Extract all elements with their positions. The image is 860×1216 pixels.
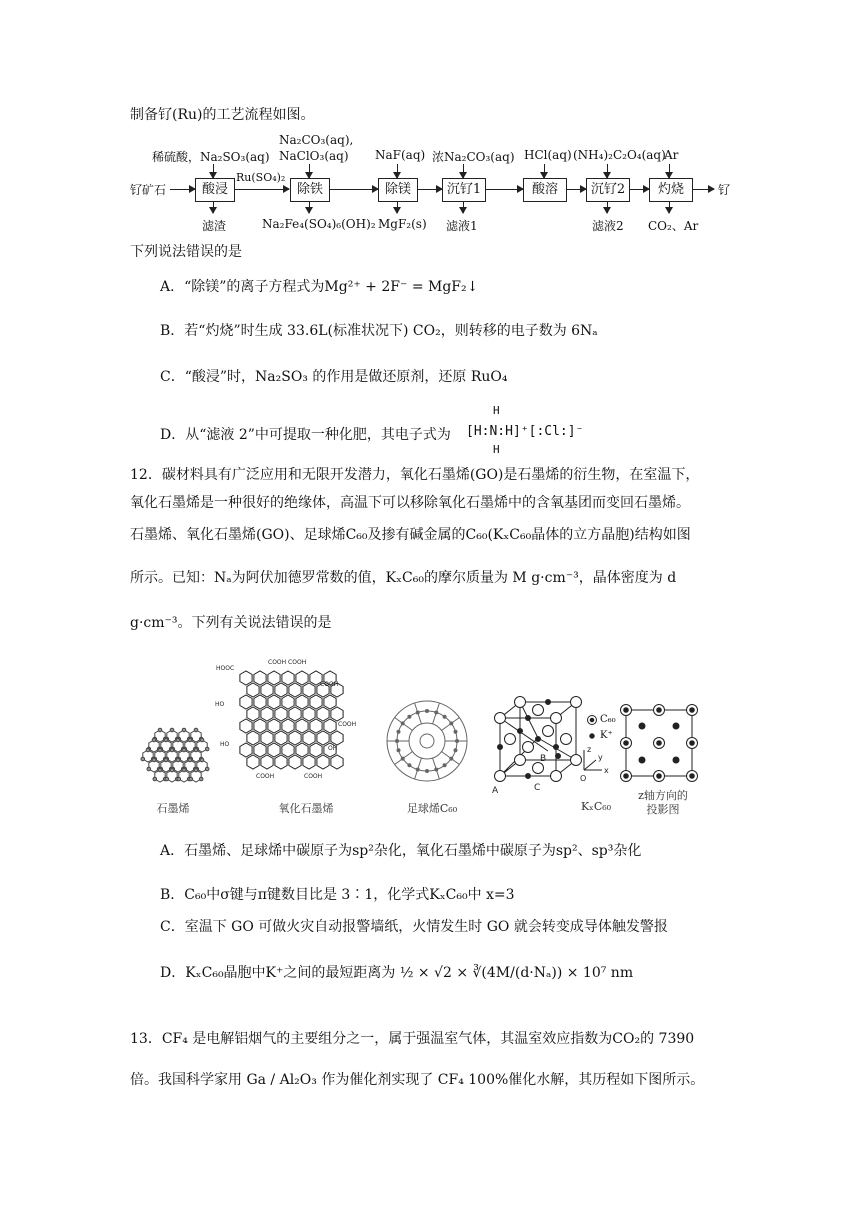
svg-text:COOH: COOH — [338, 721, 357, 728]
flow-step-acid-dissolve: 酸溶 — [523, 178, 567, 202]
flow-start: 钌矿石 — [130, 183, 167, 197]
svg-text:COOH: COOH — [304, 773, 323, 780]
q12-option-d: D．KₓC₆₀晶胞中K⁺之间的最短距离为 ½ × √2 × ∛(4M/(d·Nₐ)) × 10⁷ nm — [160, 965, 634, 981]
flow-mid-label: Ru(SO₄)₂ — [236, 171, 286, 184]
flow-input-naf: NaF(aq) — [375, 148, 426, 162]
graphene-oxide-structure — [215, 659, 356, 780]
caption-projection-1: z轴方向的 — [638, 789, 688, 802]
graphene-structure — [141, 728, 209, 782]
q12-line-2: 氧化石墨烯是一种很好的绝缘体，高温下可以移除氧化石墨烯中的含氧基团而变回石墨烯。 — [130, 495, 690, 511]
svg-text:COOH: COOH — [320, 681, 339, 688]
caption-graphene: 石墨烯 — [156, 802, 190, 815]
q11-option-d: D．从“滤液 2”中可提取一种化肥，其电子式为 — [160, 427, 451, 443]
svg-text:A: A — [492, 786, 499, 796]
flow-output-residue: 滤渣 — [202, 219, 227, 233]
c60-structure — [387, 701, 467, 781]
q13-line-2: 倍。我国科学家用 Ga / Al₂O₃ 作为催化剂实现了 CF₄ 100%催化水解，其历程如下图所示。 — [130, 1072, 705, 1088]
svg-text:COOH: COOH — [256, 773, 275, 780]
flow-step-calcination: 灼烧 — [649, 178, 693, 202]
svg-text:C: C — [534, 783, 541, 793]
svg-text:OH: OH — [328, 745, 338, 752]
electron-formula-top-h: H — [493, 404, 500, 417]
flow-input-na2co3: Na₂CO₃(aq), — [279, 133, 354, 147]
flow-output-jarosite: Na₂Fe₄(SO₄)₆(OH)₂ — [262, 217, 376, 231]
electron-formula: [H:N:H]⁺[:Cl:]⁻ — [466, 424, 584, 439]
svg-text:x: x — [604, 766, 609, 775]
q12-option-a: A．石墨烯、足球烯中碳原子为sp²杂化，氧化石墨烯中碳原子为sp²、sp³杂化 — [160, 843, 642, 859]
z-axis-projection — [621, 705, 698, 782]
flow-step-iron-removal: 除铁 — [290, 178, 330, 202]
electron-formula-bottom-h: H — [493, 443, 500, 456]
legend-k-ion: K⁺ — [600, 730, 613, 741]
kxc60-unit-cell — [492, 697, 609, 797]
flow-output-co2-ar: CO₂、Ar — [648, 219, 699, 233]
q13-line-1: 13．CF₄ 是电解铝烟气的主要组分之一，属于强温室气体，其温室效应指数为CO₂的 7390 — [130, 1031, 695, 1047]
flow-step-ru-precip1: 沉钌1 — [442, 178, 486, 202]
q12-option-b: B．C₆₀中σ键与π键数目比是 3∶1，化学式KₓC₆₀中 x=3 — [160, 887, 515, 903]
q12-line-3: 石墨烯、氧化石墨烯(GO)、足球烯C₆₀及掺有碱金属的C₆₀(KₓC₆₀晶体的立方晶胞)结构如图 — [130, 527, 691, 543]
svg-text:HO: HO — [220, 741, 230, 748]
caption-graphene-oxide: 氧化石墨烯 — [278, 802, 334, 815]
q12-line-4: 所示。已知：Nₐ为阿伏加德罗常数的值，KₓC₆₀的摩尔质量为 M g·cm⁻³，晶体密度为 d — [130, 570, 677, 586]
flow-step-ru-precip2: 沉钌2 — [586, 178, 630, 202]
flow-input-conc-na2co3: 浓Na₂CO₃(aq) — [432, 150, 515, 164]
flow-step-mg-removal: 除镁 — [378, 178, 418, 202]
q11-option-a: A．“除镁”的离子方程式为Mg²⁺ + 2F⁻ = MgF₂↓ — [160, 279, 479, 295]
q12-line-1: 12．碳材料具有广泛应用和无限开发潜力，氧化石墨烯(GO)是石墨烯的衍生物，在室温下， — [130, 467, 700, 483]
q12-option-c: C．室温下 GO 可做火灾自动报警墙纸，火情发生时 GO 就会转变成导体触发警报 — [160, 919, 668, 935]
flow-step-acid-leach: 酸浸 — [195, 178, 235, 202]
svg-text:HOOC: HOOC — [216, 665, 235, 672]
caption-projection-2: 投影图 — [646, 803, 680, 816]
flow-output-filtrate1: 滤液1 — [446, 219, 478, 233]
svg-text:O: O — [580, 774, 587, 783]
flow-input-hcl: HCl(aq) — [524, 148, 572, 162]
flow-output-mgf2: MgF₂(s) — [378, 217, 427, 231]
flow-input-oxalate: (NH₄)₂C₂O₄(aq) — [573, 148, 666, 162]
q11-option-c: C．“酸浸”时，Na₂SO₃ 的作用是做还原剂，还原 RuO₄ — [160, 369, 508, 385]
svg-text:B: B — [540, 754, 547, 764]
svg-text:COOH COOH: COOH COOH — [268, 659, 307, 666]
flow-input-ar: Ar — [664, 148, 679, 162]
flow-input-acid: 稀硫酸，Na₂SO₃(aq) — [152, 150, 270, 164]
svg-text:y: y — [598, 753, 603, 762]
flow-output-filtrate2: 滤液2 — [592, 219, 624, 233]
q11-option-b: B．若“灼烧”时生成 33.6L(标准状况下) CO₂，则转移的电子数为 6Nₐ — [160, 323, 598, 339]
caption-kxc60: KₓC₆₀ — [580, 800, 612, 813]
q12-line-5: g·cm⁻³。下列有关说法错误的是 — [130, 615, 332, 631]
svg-text:HO: HO — [215, 701, 225, 708]
flow-input-naclo3: NaClO₃(aq) — [279, 149, 349, 163]
intro-text: 制备钌(Ru)的工艺流程如图。 — [130, 107, 315, 123]
svg-text:z: z — [587, 745, 592, 754]
q11-stem: 下列说法错误的是 — [130, 244, 242, 260]
caption-c60: 足球烯C₆₀ — [406, 802, 458, 815]
legend-c60: C₆₀ — [600, 714, 616, 725]
flow-end: 钌 — [718, 183, 731, 197]
